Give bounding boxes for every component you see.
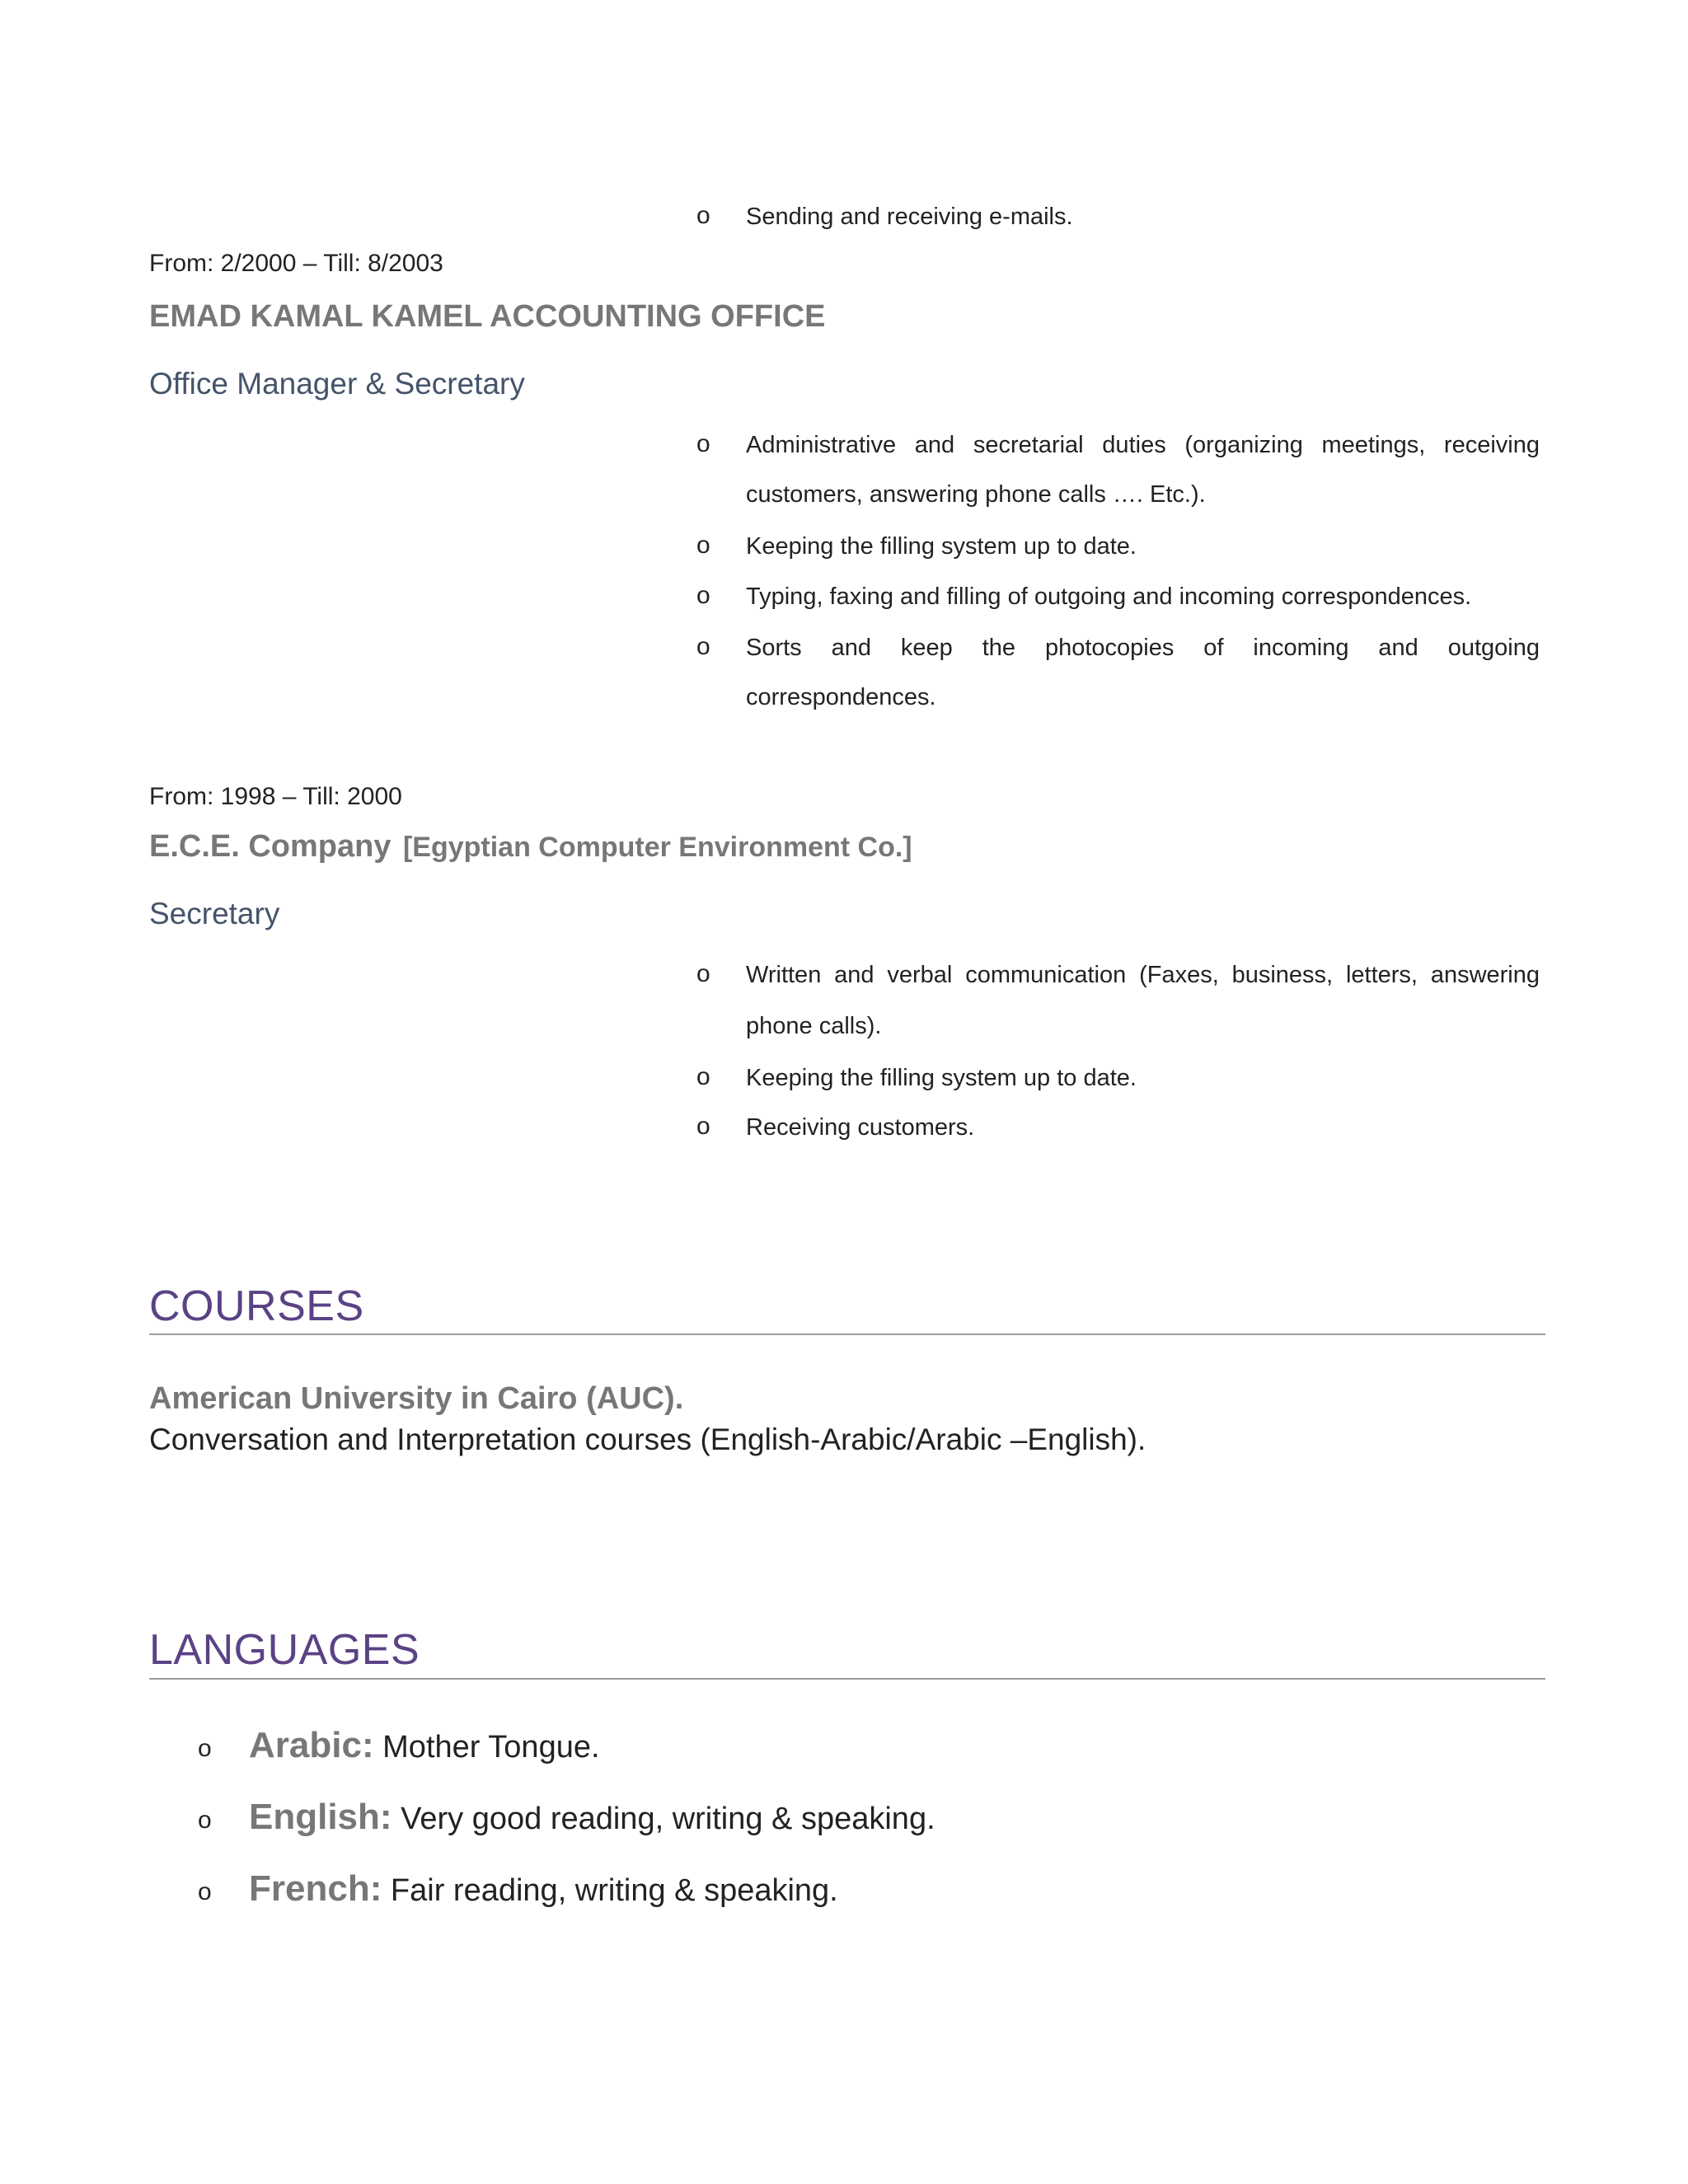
- job-date: From: 1998 – Till: 2000: [149, 783, 402, 810]
- bullet-marker: o: [696, 1113, 710, 1140]
- language-item: [198, 1725, 600, 1766]
- languages-heading: LANGUAGES: [149, 1626, 420, 1674]
- bullet-marker: o: [696, 1063, 710, 1090]
- language-item: [198, 1868, 838, 1910]
- bullet-text-cont: phone calls).: [746, 1013, 882, 1039]
- bullet-marker: o: [696, 532, 710, 559]
- bullet-marker: o: [696, 582, 710, 609]
- job-role: Office Manager & Secretary: [149, 367, 525, 401]
- job-company-subtitle: [Egyptian Computer Environment Co.]: [402, 832, 912, 863]
- bullet-text-cont: correspondences.: [746, 684, 936, 710]
- bullet-text: Administrative and secretarial duties (organizing meetings, receiving: [746, 432, 1540, 458]
- job-company: E.C.E. Company: [149, 829, 392, 864]
- job-role: Secretary: [149, 897, 280, 930]
- bullet-text: Keeping the filling system up to date.: [746, 1065, 1137, 1091]
- job-company-line: [149, 829, 912, 865]
- bullet-marker: o: [696, 202, 710, 229]
- bullet-text: Sending and receiving e-mails.: [746, 204, 1073, 230]
- bullet-marker: o: [198, 1806, 212, 1834]
- bullet-text: Sorts and keep the photocopies of incoming and outgoing: [746, 635, 1540, 661]
- bullet-text-cont: customers, answering phone calls …. Etc.).: [746, 481, 1206, 508]
- language-level: Very good reading, writing & speaking.: [401, 1802, 935, 1836]
- bullet-marker: o: [198, 1877, 212, 1905]
- bullet-text: Written and verbal communication (Faxes, business, letters, answering: [746, 962, 1540, 988]
- bullet-marker: o: [696, 960, 710, 987]
- bullet-text: Typing, faxing and filling of outgoing and incoming correspondences.: [746, 583, 1472, 610]
- language-item: [198, 1797, 935, 1838]
- bullet-text: Receiving customers.: [746, 1114, 975, 1141]
- language-name: French:: [249, 1868, 382, 1909]
- course-description: Conversation and Interpretation courses (English-Arabic/Arabic –English).: [149, 1422, 1146, 1456]
- courses-heading: COURSES: [149, 1282, 364, 1330]
- section-divider: [149, 1678, 1545, 1680]
- language-name: English:: [249, 1797, 392, 1837]
- section-divider: [149, 1333, 1545, 1335]
- bullet-text: Keeping the filling system up to date.: [746, 533, 1137, 560]
- job-date: From: 2/2000 – Till: 8/2003: [149, 250, 443, 277]
- bullet-marker: o: [696, 430, 710, 457]
- bullet-marker: o: [198, 1734, 212, 1762]
- language-level: Mother Tongue.: [382, 1730, 600, 1765]
- course-institution: American University in Cairo (AUC).: [149, 1381, 684, 1416]
- language-name: Arabic:: [249, 1725, 374, 1765]
- language-level: Fair reading, writing & speaking.: [390, 1873, 838, 1908]
- bullet-marker: o: [696, 633, 710, 660]
- job-company: EMAD KAMAL KAMEL ACCOUNTING OFFICE: [149, 299, 826, 334]
